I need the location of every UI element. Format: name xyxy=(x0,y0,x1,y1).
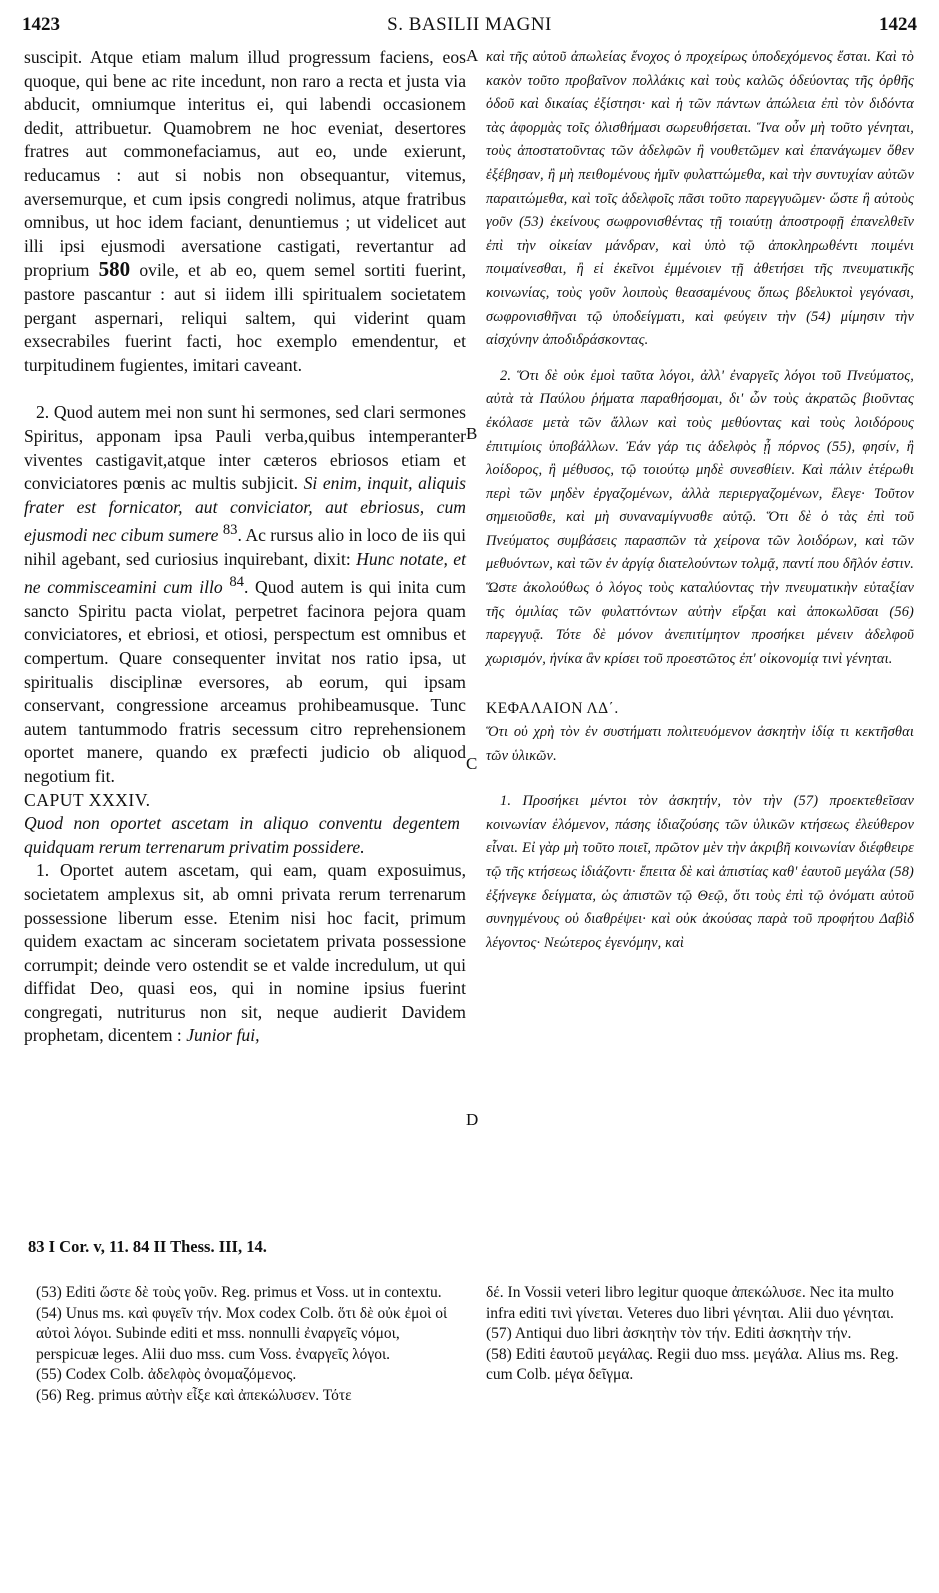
greek-paragraph-3: 1. Προσήκει μέντοι τὸν ἀσκητήν, τὸν τὴν (57) προεκτεθεῖσαν κοινωνίαν ἑλόμενον, πάσης ἰδιαζούσης τῶν ὑλικῶν κτήσεως ἐλεύθερον εἶναι. Εἰ γὰρ μὴ τοῦτο ποιεῖ, πρῶτον μὲν τὴν ἀκριβῆ κοινωνίαν διέφθειρε τῷ τῆς κτήσεως ἰδιάζοντι· ἔπειτα δὲ καὶ ἀπιστίας καθ' ἑαυτοῦ μεγάλα (58) ἐξήνεγκε δείγματα, ὡς ἀπιστῶν τῷ Θεῷ, ὅτι τοὺς ἐπὶ τῷ ὀνόματι αὐτοῦ συνηγμένους οὐ διαθρέψει· καὶ οὐκ ἀκούσας παρὰ τοῦ προφήτου Δαβὶδ λέγοντος· Νεώτερος ἐγενόμην, καὶ xyxy=(486,793,914,951)
note-54: (54) Unus ms. καὶ φυγεῖν τήν. Mox codex Colb. ὅτι δὲ οὐκ ἐμοὶ οἱ αὐτοὶ λόγοι. Subinde editi et mss. nonnulli ἐναργεῖς νόμοι, perspicuæ leges. Alii duo mss. cum Voss. ἐναργεῖς λόγοι. xyxy=(36,1304,448,1363)
note-56: (56) Reg. primus αὐτὴν εἶξε καὶ ἀπεκώλυσεν. Τότε xyxy=(36,1386,352,1404)
margin-letter-a: A xyxy=(466,46,479,65)
greek-paragraph-2: 2. Ὅτι δὲ οὐκ ἐμοὶ ταῦτα λόγοι, ἀλλ' ἐναργεῖς λόγοι τοῦ Πνεύματος, αὐτὰ τὰ Παύλου ῥήματα παραθήσομαι, δι' ὧν τοὺς ἀκρατῶς βιοῦντας ἐκόλασε μετὰ τῶν ἄλλων καὶ τοὺς μεθύοντας καὶ τοὺς λοιδόρους ἐπιτιμίοις ὑποβάλλων. Ἐάν γάρ τις ἀδελφὸς ᾖ πόρνος (55), φησίν, ἢ λοίδορος, ἢ μέθυσος, τῷ τοιούτῳ μηδὲ συνεσθίειν. Καὶ πάλιν ἑτέρωθι περὶ τῶν μηδὲν ἐργαζομένων, ἀλλὰ περιεργαζομένων, ἔλεγε· Τοῦτον σημειοῦσθε, καὶ μὴ συναναμίγνυσθε αὐτῷ. Ὅτι δὲ ὁ τὰς ἐπὶ τοῦ Πνεύματος συμβάσεις παρασπῶν τὰ χείρονα τῶν λοιδόρων, καὶ τῶν μεθυόντων, καὶ τῶν ἐν ἀργίᾳ διατελούντων τολμᾷ, παντί που δῆλόν ἐστιν. Ὥστε ἀκολούθως ὁ λόγος τοὺς καταλύοντας τὴν πνευματικὴν εὐταξίαν τῆς ὁμιλίας τῶν φυλαττόντων αὐτὴν εἴρξαι καὶ ἀποκωλῦσαι (56) παρεγγυᾷ. Τότε δὲ μόνον ἀνεπιτίμητον προσήκει μένειν ἀδελφοῦ χωρισμόν, ἡνίκα ἂν κρίσει τοῦ προεστῶτος ἐπ' οἰκονομίᾳ τινὶ γένηται. xyxy=(486,367,914,667)
latin-chapter-summary: Quod non oportet ascetam in aliquo conventu degentem quidquam rerum terrenarum privatim possidere. xyxy=(24,813,460,857)
margin-letter-c: C xyxy=(466,754,478,773)
right-page-number: 1424 xyxy=(879,14,917,35)
latin-chapter-heading: CAPUT XXXIV. xyxy=(24,789,151,810)
variant-notes-right xyxy=(486,1283,914,1386)
margin-letter-d: D xyxy=(466,1110,479,1129)
note-55: (55) Codex Colb. ἀδελφὸς ὀνομαζόμενος. xyxy=(36,1366,297,1383)
latin-column xyxy=(24,46,466,1048)
note-57: (57) Antiqui duo libri ἀσκητὴν τὸν τήν. Editi ἀσκητὴν τήν. xyxy=(486,1325,852,1342)
footnote-ref-83: 83 xyxy=(222,522,238,539)
latin-paragraph-2: 2. Quod autem mei non sunt hi sermones, sed clari sermones Spiritus, apponam ipsa Pauli verba,quibus intemperanter viventes castigavit,atque inter cæteros ebriosos etiam et conviciatores pœnis ac multis subjicit. Si enim, inquit, aliquis frater est fornicator, aut conviciator, aut ebriosus, cum ejusmodi nec cibum sumere $^{83}$. Ac rursus alio in loco de iis qui nihil agebant, sed curiosius inquirebant, dixit: Hunc notate, et ne commisceamini cum illo $^{84}$. Quod autem is qui inita cum sancto Spiritu pacta violat, perpetret facinora pejora quam conviciatores, et ebriosi, et otiosi, perspectum est omnibus et compertum. Quare consequenter invitat nos ratio ipsa, ut spiritualis disciplinæ eversores, ab eorum, qui ipsam conservant, congressione arceamus prohibeamusque. Tunc autem tantummodo fratris secessum citro reprehensionem oportet manere, quando ex præfecti judicio ob aliquod negotium fit. xyxy=(24,402,467,786)
latin-quotation-2: Hunc notate, et ne commisceamini cum illo xyxy=(24,548,467,598)
greek-chapter-summary: Ὅτι οὐ χρὴ τὸν ἐν συστήματι πολιτευόμενον ἀσκητὴν ἰδίᾳ τι κεκτῆσθαι τῶν ὑλικῶν. xyxy=(486,724,914,764)
note-58: (58) Editi ἑαυτοῦ μεγάλας. Regii duo mss. μεγάλα. Alius ms. Reg. cum Colb. μέγα δεῖγμα. xyxy=(486,1345,899,1383)
greek-paragraph-1: καὶ τῆς αὐτοῦ ἀπωλείας ἔνοχος ὁ προχείρως ὑποδεχόμενος ἔσται. Καὶ τὸ κακὸν τοῦτο προβαῖνον πολλάκις καὶ τοὺς καλῶς ὁδεύοντας τῆς ὀρθῆς ὁδοῦ καὶ δικαίας ἐξίστησι· καὶ ἡ τῶν πάντων ἀπώλεια ἐπὶ τὸν διδόντα τὰς ἀφορμὰς τοῖς ὀλισθήμασι σωρευθήσεται. Ἵνα οὖν μὴ τοῦτο γένηται, τοὺς ἀποστατοῦντας τῶν ἀδελφῶν ἢ νουθετῶμεν καὶ ἐπανάγωμεν ὅθεν ἐξέβησαν, ἢ μὴ πειθομένους ἡμῖν φυλαττώμεθα, καὶ τὴν συντυχίαν αὐτῶν παραιτώμεθα, καὶ τοῖς ἀδελφοῖς πᾶσι τοῦτο παρεγγυῶμεν· ὥστε ἢ αὐτοὺς γοῦν (53) ἐκείνους σωφρονισθέντας τῇ τοιαύτῃ ἀποστροφῇ ἐπανελθεῖν ἐπὶ τὴν οἰκείαν μάνδραν, καὶ ὑπὸ τῷ ἀποκληρωθέντι ποιμένι ποιμαίνεσθαι, ἢ εἰ ἐκεῖνοι ἐμμένοιεν τῇ ἀθετήσει τῆς πνευματικῆς κοινωνίας, τοὺς γοῦν λοιποὺς θεασαμένους ὅπως βδελυκτοὶ γεγόνασι, σωφρονισθῆναι τῷ ὑποδείγματι, καὶ φεύγειν τὴν (54) μίμησιν τὴν αἰσχύνην ἀποδιδράσκοντας. xyxy=(486,49,914,349)
greek-chapter-heading: ΚΕΦΑΛΑΙΟΝ ΛΔ΄. xyxy=(486,700,619,718)
variant-notes-left xyxy=(36,1283,466,1406)
greek-column xyxy=(486,46,914,955)
left-page-number: 1423 xyxy=(22,14,60,35)
note-53: (53) Editi ὥστε δὲ τοὺς γοῦν. Reg. primus et Voss. ut in contextu. xyxy=(36,1284,442,1301)
footnote-ref-84: 84 xyxy=(229,574,244,591)
latin-paragraph-1: suscipit. Atque etiam malum illud progressum faciens, eos quoque, qui bene ac rite incedunt, non raro a recta et justa via abducit, omniumque interitus ei, qui labendi occasionem dedit, attribuetur. Quamobrem ne hoc eveniat, desertores fratres aut commonefaciamus, aut eo, unde exierunt, reducamus : aut si nobis non obsequantur, vitemus, aversemurque, et cum ipsis congredi nolimus, atque fratribus omnibus, ut hoc idem faciant, denuntiemus ; ut videlicet aut illi ipsi ejusmodi aversatione castigati, revertantur ad proprium 580 ovile, et ab eo, quem semel sortiti fuerint, pastore pascantur : aut si iidem illi spiritualem societatem pergant aspernari, reliqui saltem, qui viderint quam exsecrabiles fuerint facti, hoc exemplo emendentur, et turpitudinem fugientes, imitari caveant. xyxy=(24,47,466,375)
scripture-footnotes: 83 I Cor. v, 11. 84 II Thess. III, 14. xyxy=(28,1237,267,1256)
latin-quotation-1: Si enim, inquit, aliquis frater est fornicator, aut conviciator, aut ebriosus, cum ejusmodi nec cibum sumere xyxy=(24,473,466,546)
latin-paragraph-3: 1. Oportet autem ascetam, qui eam, quam exposuimus, societatem amplexus sit, ab omni privata rerum terrenarum possessione liberum esse. Etenim nisi hoc facit, primum quidem exactam ac sinceram societatem privata possessione corrumpit; deinde vero ostendit se et valde incredulum, ut qui diffidat Deo, quasi eos, qui in nomine ipsius fuerint congregati, nutriturus non sit, neque audierit Davidem prophetam, dicentem : Junior fui, xyxy=(24,860,466,1046)
margin-letter-b: B xyxy=(466,424,478,443)
column-number: 580 xyxy=(98,257,131,282)
running-head xyxy=(22,14,917,40)
running-title: S. BASILII MAGNI xyxy=(387,14,552,35)
note-56-cont: δέ. In Vossii veteri libro legitur quoque ἀπεκώλυσε. Nec ita multo infra editi τινὶ γίνεται. Veteres duo libri γένηται. Alii duo γένηται. xyxy=(486,1284,894,1322)
